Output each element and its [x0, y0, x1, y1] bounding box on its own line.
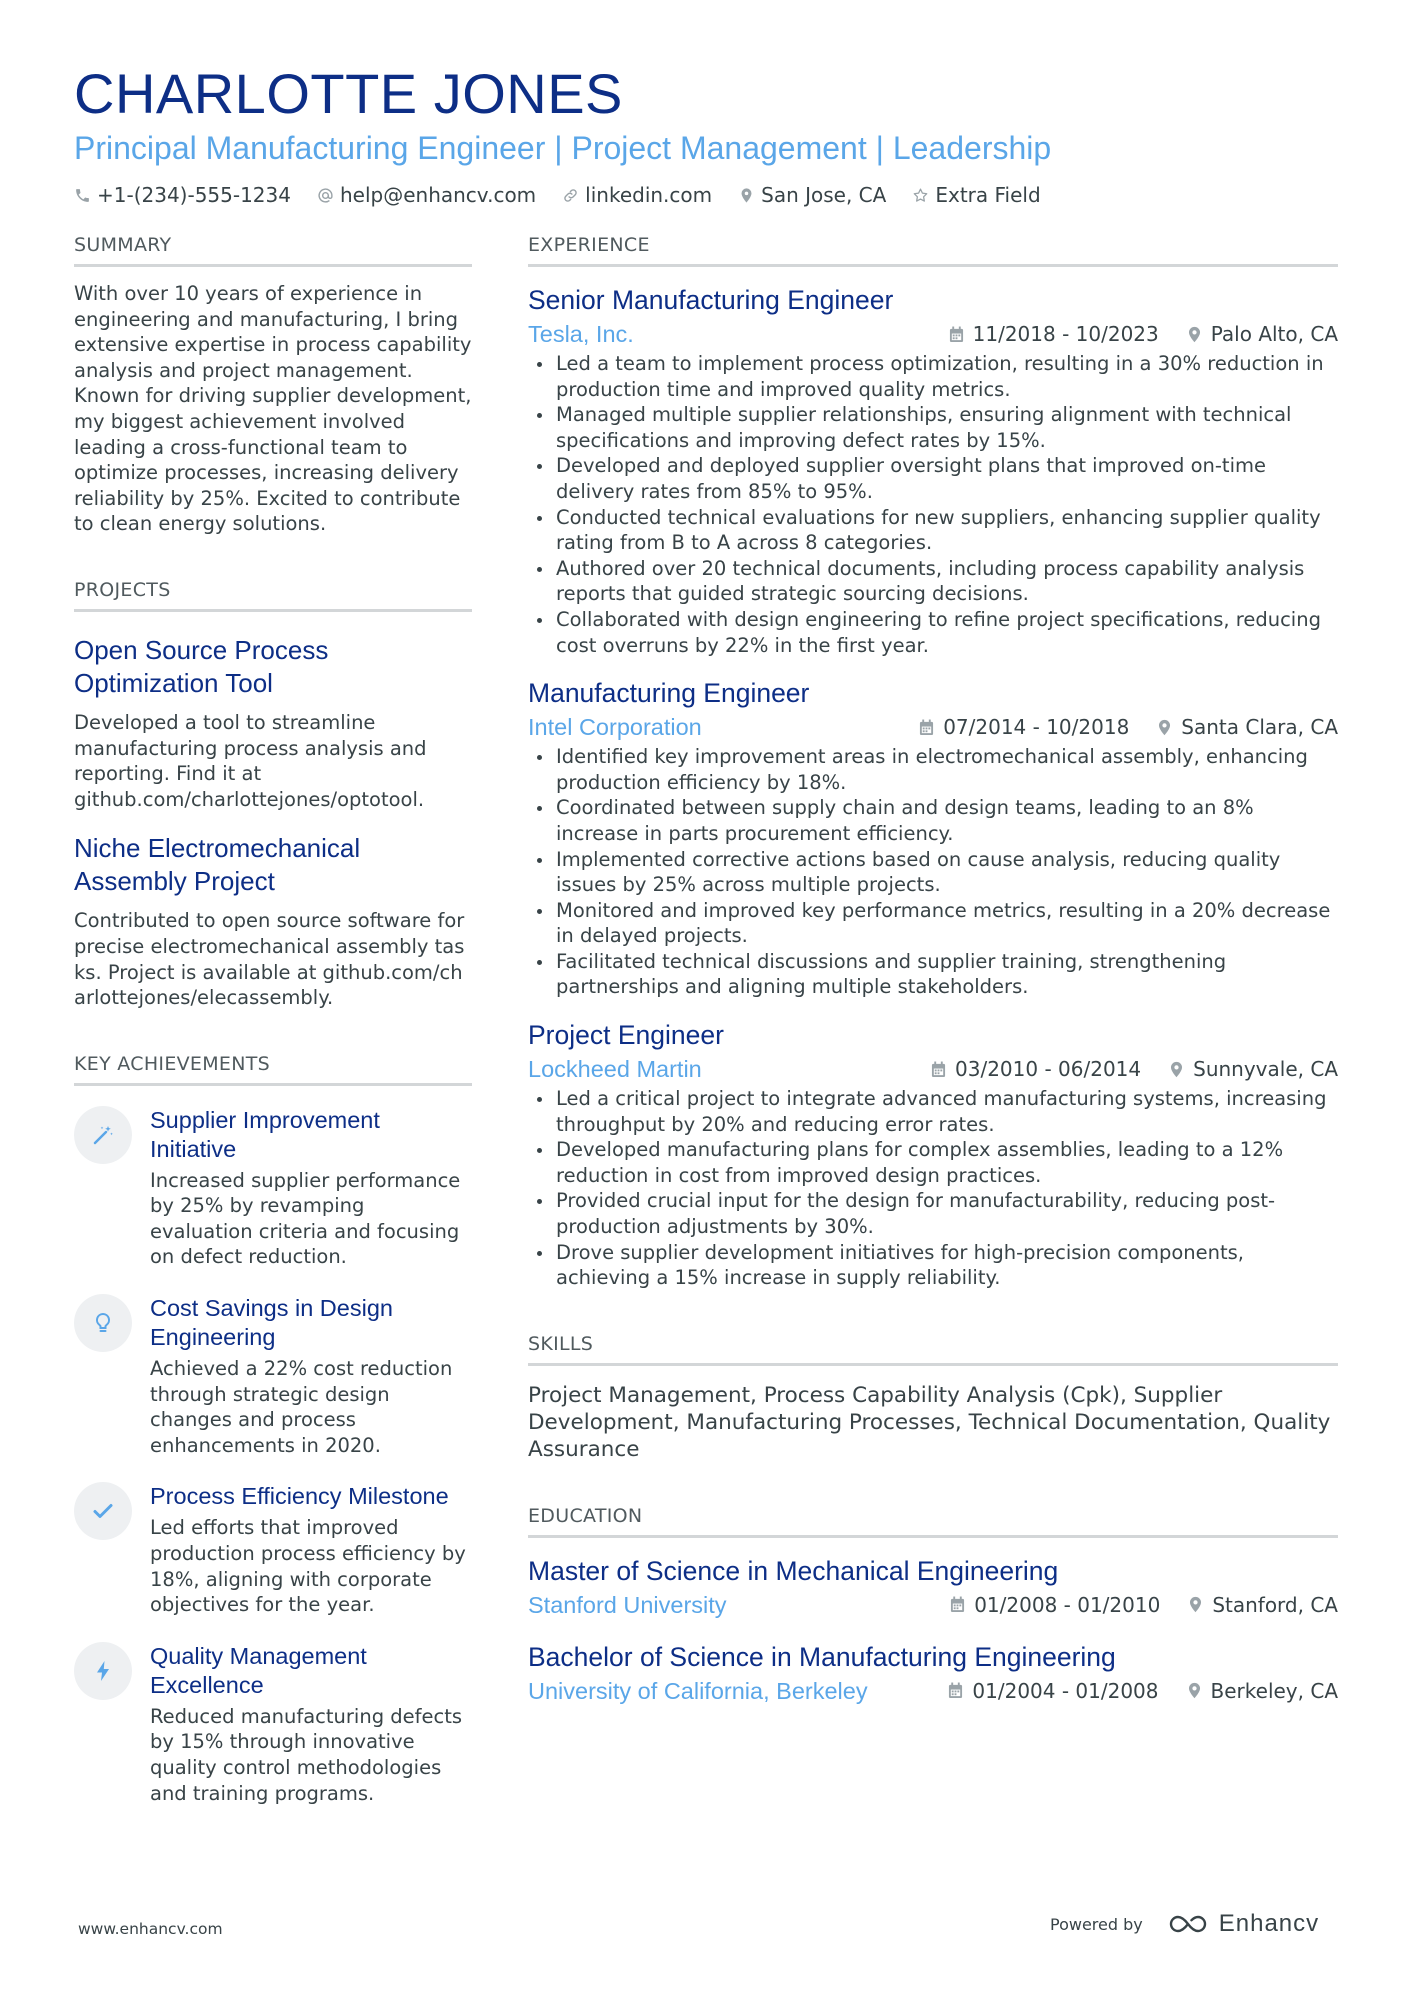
job-location-text: Santa Clara, CA — [1181, 715, 1338, 740]
project-title: Niche Electromechanical Assembly Project — [74, 833, 361, 897]
job-bullet: Developed and deployed supplier oversight plans that improved on-time delivery rates from 85% to 95%. — [528, 453, 1338, 504]
education-degree: Master of Science in Mechanical Engineering — [528, 1555, 1059, 1586]
job-bullet: Facilitated technical discussions and supplier training, strengthening partnerships and aligning multiple stakeholders. — [528, 949, 1338, 1000]
project-description: Developed a tool to streamline manufacturing process analysis and reporting. Find it at github.com/charlottejones/optotool. — [74, 710, 427, 811]
calendar-icon — [948, 1682, 963, 1699]
magic-wand-icon — [91, 1123, 115, 1147]
job-location-text: Palo Alto, CA — [1210, 322, 1338, 346]
education-dates — [950, 1590, 1160, 1620]
brand-name: Enhancv — [1218, 1910, 1320, 1937]
contact-bar — [74, 180, 1344, 210]
location-icon — [738, 187, 755, 204]
summary-text: With over 10 years of experience in engineering and manufacturing, I bring extensive expertise in process capability analysis and project management. Known for driving supplier development, my biggest achievement involved leading a cross-functional team to optimize processes, increasing delivery reliability by 25%. Excited to contribute to clean energy solutions. — [74, 282, 472, 536]
location-icon — [1187, 1682, 1202, 1699]
experience-heading: EXPERIENCE — [528, 232, 1338, 267]
education-location — [1187, 1676, 1338, 1706]
job-bullet: Authored over 20 technical documents, including process capability analysis reports that guided strategic sourcing decisions. — [528, 556, 1338, 607]
contact-email-text[interactable]: help@enhancv.com — [339, 183, 537, 207]
job-bullets — [528, 1086, 1338, 1291]
candidate-name: CHARLOTTE JONES — [74, 62, 623, 125]
job-company: Tesla, Inc. — [528, 321, 634, 347]
footer-branding — [1050, 1910, 1319, 1938]
job-company: Intel Corporation — [528, 714, 702, 741]
education-school: University of California, Berkeley — [528, 1677, 868, 1704]
contact-phone — [74, 180, 291, 210]
skills-heading: SKILLS — [528, 1331, 1338, 1366]
calendar-icon — [931, 1061, 946, 1078]
infinity-logo-icon — [1165, 1912, 1211, 1936]
left-column — [74, 232, 472, 1806]
job-dates — [949, 319, 1159, 349]
contact-email[interactable] — [317, 180, 536, 210]
achievement-item — [74, 1106, 472, 1270]
location-icon — [1169, 1061, 1184, 1078]
achievement-item — [74, 1642, 472, 1806]
job-bullet: Conducted technical evaluations for new suppliers, enhancing supplier quality rating from B to A across 8 categories. — [528, 505, 1338, 556]
projects-section — [74, 577, 472, 1011]
footer-website[interactable]: www.enhancv.com — [78, 1920, 223, 1938]
education-dates-text: 01/2008 - 01/2010 — [974, 1592, 1161, 1617]
achievements-heading: KEY ACHIEVEMENTS — [74, 1051, 472, 1086]
contact-location — [738, 180, 886, 210]
location-icon — [1188, 1596, 1203, 1613]
candidate-headline: Principal Manufacturing Engineer | Project Management | Leadership — [74, 130, 1052, 166]
education-section — [528, 1503, 1338, 1706]
skills-text: Project Management, Process Capability Analysis (Cpk), Supplier Development, Manufacturing Processes, Technical Documentation, Quality Assurance — [528, 1382, 1331, 1462]
achievement-description: Increased supplier performance by 25% by revamping evaluation criteria and focusing on defect reduction. — [150, 1168, 461, 1269]
education-entry — [528, 1554, 1338, 1620]
education-entry — [528, 1640, 1338, 1706]
lightbulb-icon — [91, 1311, 115, 1335]
achievement-item — [74, 1294, 472, 1458]
project-item — [74, 634, 472, 812]
education-location-text: Stanford, CA — [1212, 1592, 1338, 1617]
project-item — [74, 832, 472, 1010]
contact-extra — [912, 180, 1040, 210]
powered-by-label: Powered by — [1050, 1914, 1143, 1934]
job-location — [1157, 712, 1338, 742]
job-location — [1169, 1054, 1338, 1084]
job-dates — [919, 712, 1129, 742]
summary-section — [74, 232, 472, 537]
checkmark-icon — [91, 1499, 115, 1523]
location-icon — [1187, 326, 1202, 343]
education-meta — [528, 1590, 1338, 1620]
job-bullets — [528, 351, 1338, 658]
project-title: Open Source Process Optimization Tool — [74, 634, 329, 698]
experience-section — [528, 232, 1338, 1291]
achievements-section — [74, 1051, 472, 1807]
job-dates-text: 03/2010 - 06/2014 — [955, 1057, 1142, 1082]
job-title: Project Engineer — [528, 1020, 724, 1051]
projects-heading: PROJECTS — [74, 577, 472, 612]
job-location-text: Sunnyvale, CA — [1193, 1057, 1338, 1082]
job-meta — [528, 319, 1338, 349]
job-entry — [528, 1018, 1338, 1291]
contact-phone-text: +1-(234)-555-1234 — [97, 183, 291, 207]
achievement-item — [74, 1482, 472, 1617]
achievement-icon-badge — [74, 1106, 132, 1164]
job-dates-text: 11/2018 - 10/2023 — [972, 322, 1159, 346]
job-bullet: Coordinated between supply chain and design teams, leading to an 8% increase in parts procurement efficiency. — [528, 795, 1338, 846]
contact-linkedin[interactable] — [562, 180, 712, 210]
lightning-icon — [91, 1659, 115, 1683]
achievement-description: Led efforts that improved production process efficiency by 18%, aligning with corporate objectives for the year. — [150, 1516, 466, 1617]
education-degree: Bachelor of Science in Manufacturing Engineering — [528, 1641, 1116, 1672]
achievement-title: Process Efficiency Milestone — [150, 1483, 449, 1510]
calendar-icon — [919, 719, 934, 736]
at-icon — [317, 187, 334, 204]
contact-extra-text: Extra Field — [935, 183, 1041, 207]
job-title: Senior Manufacturing Engineer — [528, 285, 894, 315]
education-school: Stanford University — [528, 1591, 727, 1618]
contact-location-text: San Jose, CA — [761, 183, 887, 207]
education-dates-text: 01/2004 - 01/2008 — [972, 1678, 1159, 1703]
job-title: Manufacturing Engineer — [528, 678, 810, 709]
job-bullets — [528, 744, 1338, 1000]
job-bullet: Implemented corrective actions based on cause analysis, reducing quality issues by 25% across multiple projects. — [528, 847, 1338, 898]
job-bullet: Developed manufacturing plans for complex assemblies, leading to a 12% reduction in cost from improved design practices. — [528, 1137, 1338, 1188]
job-bullet: Collaborated with design engineering to refine project specifications, reducing cost overruns by 22% in the first year. — [528, 607, 1338, 658]
contact-linkedin-text[interactable]: linkedin.com — [585, 183, 713, 207]
achievement-description: Reduced manufacturing defects by 15% through innovative quality control methodologies and training programs. — [150, 1704, 463, 1805]
job-company: Lockheed Martin — [528, 1056, 702, 1083]
star-icon — [912, 187, 929, 204]
achievement-icon-badge — [74, 1642, 132, 1700]
job-bullet: Provided crucial input for the design for manufacturability, reducing post-production adjustments by 30%. — [528, 1188, 1338, 1239]
phone-icon — [74, 187, 91, 204]
link-icon — [562, 187, 579, 204]
job-location — [1187, 319, 1338, 349]
achievement-description: Achieved a 22% cost reduction through strategic design changes and process enhancements in 2020. — [150, 1357, 453, 1457]
job-meta — [528, 1054, 1338, 1084]
job-dates-text: 07/2014 - 10/2018 — [943, 715, 1130, 740]
right-column — [528, 232, 1338, 1706]
location-icon — [1157, 719, 1172, 736]
education-location-text: Berkeley, CA — [1210, 1678, 1338, 1703]
job-entry — [528, 676, 1338, 1000]
education-heading: EDUCATION — [528, 1503, 1338, 1538]
project-description: Contributed to open source software for precise electromechanical assembly tasks. Project is available at github.com/charlottejones/elecassembly. — [74, 909, 465, 1010]
achievement-title: Supplier Improvement Initiative — [150, 1106, 380, 1162]
skills-section — [528, 1331, 1338, 1463]
job-bullet: Led a team to implement process optimization, resulting in a 30% reduction in production time and improved quality metrics. — [528, 351, 1338, 402]
job-bullet: Monitored and improved key performance metrics, resulting in a 20% decrease in delayed projects. — [528, 898, 1338, 949]
job-bullet: Managed multiple supplier relationships, ensuring alignment with technical specifications and improving defect rates by 15%. — [528, 402, 1338, 453]
job-bullet: Identified key improvement areas in electromechanical assembly, enhancing production efficiency by 18%. — [528, 744, 1338, 795]
education-dates — [948, 1676, 1158, 1706]
calendar-icon — [949, 326, 964, 343]
achievement-title: Cost Savings in Design Engineering — [150, 1295, 393, 1351]
job-meta — [528, 712, 1338, 742]
job-bullet: Drove supplier development initiatives for high-precision components, achieving a 15% increase in supply reliability. — [528, 1240, 1338, 1291]
achievement-icon-badge — [74, 1482, 132, 1540]
job-bullet: Led a critical project to integrate advanced manufacturing systems, increasing throughput by 20% and reducing error rates. — [528, 1086, 1338, 1137]
achievement-title: Quality Management Excellence — [150, 1642, 367, 1698]
achievement-icon-badge — [74, 1294, 132, 1352]
education-meta — [528, 1676, 1338, 1706]
job-entry — [528, 283, 1338, 658]
calendar-icon — [950, 1596, 965, 1613]
education-location — [1188, 1590, 1338, 1620]
enhancv-logo[interactable] — [1165, 1910, 1319, 1938]
resume-header — [74, 60, 1344, 210]
job-dates — [931, 1054, 1141, 1084]
summary-heading: SUMMARY — [74, 232, 472, 267]
